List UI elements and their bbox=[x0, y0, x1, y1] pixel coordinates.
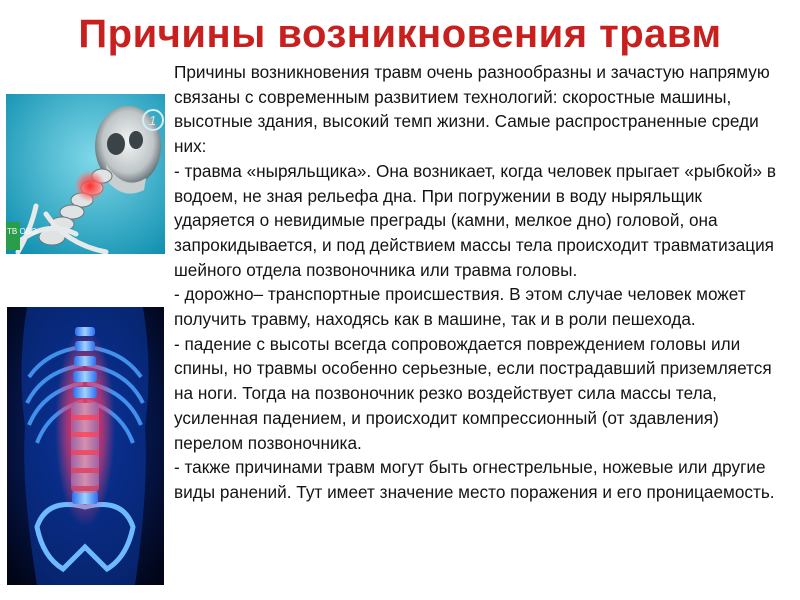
wounds-paragraph: - также причинами травм могут быть огнестрельные, ножевые или другие виды ранений. Тут имеет значение место поражения и его проницаемость. bbox=[174, 457, 775, 502]
channel-logo-text: ТВ ОБО bbox=[7, 227, 38, 236]
spine-back-icon bbox=[7, 307, 164, 585]
diver-injury-paragraph: - травма «ныряльщика». Она возникает, когда человек прыгает «рыбкой» в водоем, не зная рельефа дна. При погружении в воду ныряльщик ударяется о невидимые преграды (камни, мелкое дно) головой, она запрокидывается, и под действием массы тела происходит травматизация шейного отдела позвоночника или травма головы. bbox=[174, 160, 776, 280]
intro-paragraph: Причины возникновения травм очень разнообразны и зачастую напрямую связаны с современным развитием технологий: скоростные машины, высотные здания, высокий темп жизни. Самые распространенные среди них: bbox=[174, 62, 770, 157]
back-xray-image bbox=[7, 307, 164, 585]
main-text bbox=[174, 60, 780, 505]
skull-cervical-spine-icon bbox=[6, 94, 165, 254]
neck-xray-image bbox=[6, 94, 165, 254]
fall-paragraph: - падение с высоты всегда сопровождается повреждением головы или спины, но травмы особенно серьезные, если пострадавший приземляется на ноги. Тогда на позвоночник резко воздействует сила массы тела, усиленная падением, и происходит компрессионный (от здавления) перелом позвоночника. bbox=[174, 333, 772, 453]
watermark-text: 1 bbox=[149, 113, 157, 128]
traffic-accident-paragraph: - дорожно– транспортные происшествия. В этом случае человек может получить травму, находясь как в машине, так и в роли пешехода. bbox=[174, 284, 746, 330]
page-title: Причины возникновения травм bbox=[78, 12, 722, 56]
